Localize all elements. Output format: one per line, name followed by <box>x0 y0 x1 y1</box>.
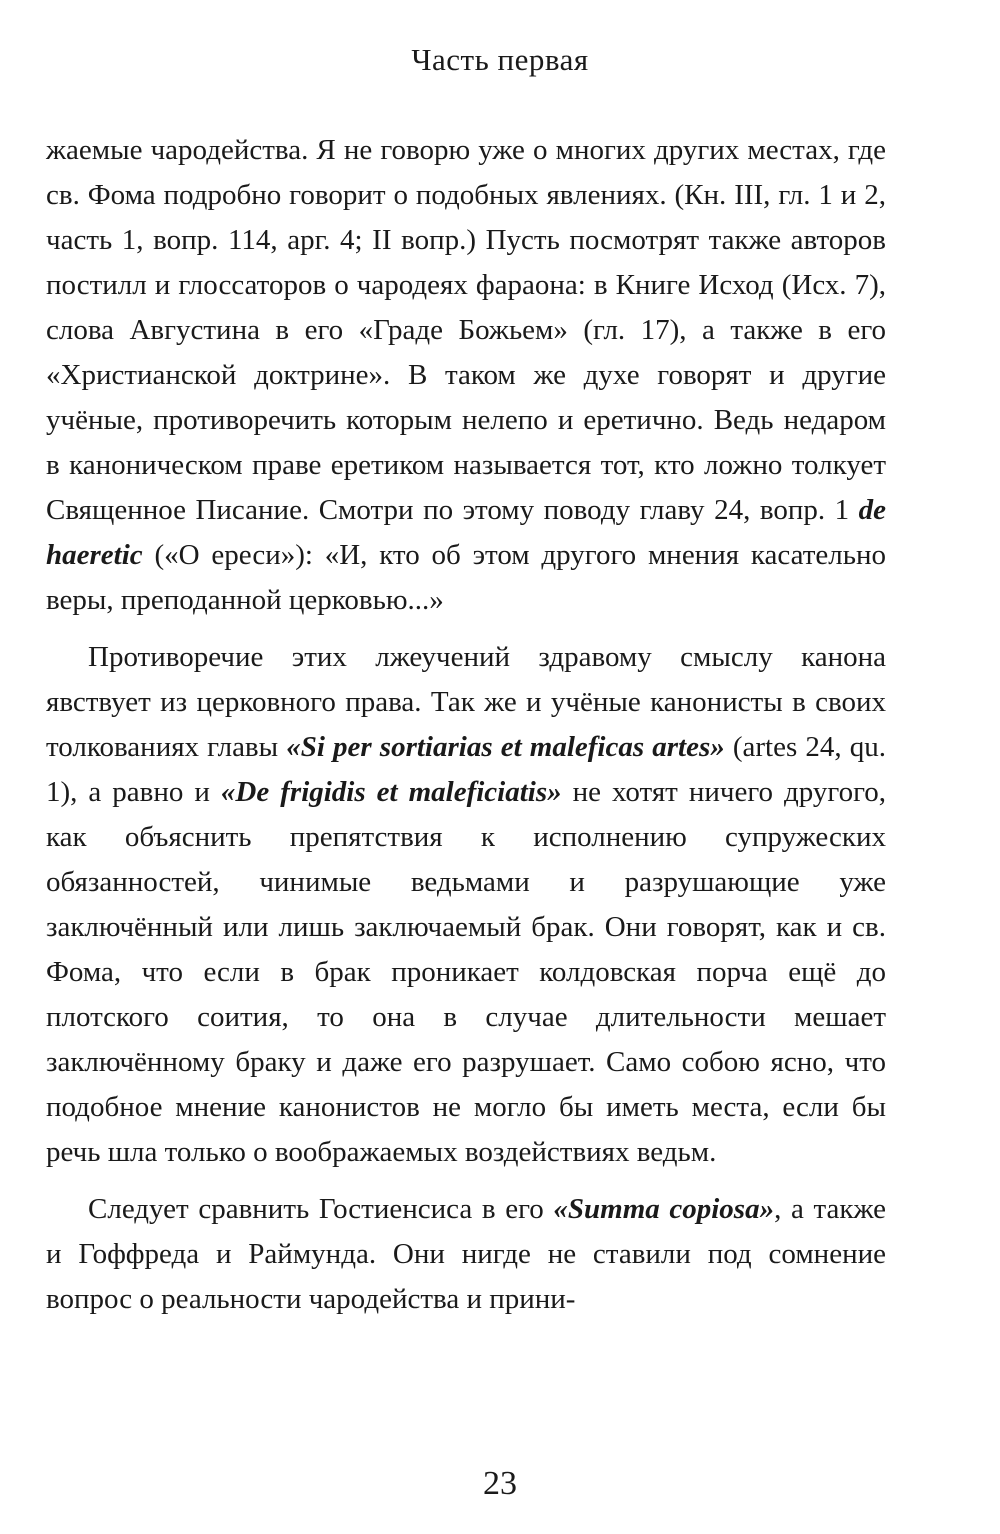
running-title: Часть первая <box>411 42 589 77</box>
body-text <box>46 128 886 1322</box>
text-run: («О ереси»): «И, кто об этом другого мнения касательно веры, преподанной церковью...» <box>46 539 886 616</box>
text-run: Следует сравнить Гостиенсиса в его <box>88 1193 554 1225</box>
text-run: , а также и Гоффреда и Раймунда. Они нигде не ставили под сомнение вопрос о реальности чародейства и прини- <box>46 1193 886 1315</box>
latin-term: «Si per sortiarias et maleficas artes» <box>286 731 725 763</box>
text-run: Противоречие этих лжеучений здравому смыслу канона явствует из церковного права. Так же и учёные канонисты в своих толкованиях главы <box>46 641 886 763</box>
paragraph-1 <box>46 128 886 623</box>
latin-term: «Summa copiosa» <box>553 1193 775 1225</box>
latin-term: «De frigidis et maleficiatis» <box>220 776 562 808</box>
latin-term: de haeretic <box>46 494 886 571</box>
paragraph-3 <box>46 1187 886 1322</box>
text-run: жаемые чародейства. Я не говорю уже о многих других местах, где св. Фома подробно говорит о подобных явлениях. (Кн. III, гл. 1 и 2, часть 1, вопр. 114, арг. 4; II вопр.) Пусть посмотрят также авторов постилл и глоссаторов о чародеях фараона: в Книге Исход (Исх. 7), слова Августина в его «Граде Божьем» (гл. 17), а также в его «Христианской доктрине». В таком же духе говорят и другие учёные, противоречить которым нелепо и еретично. Ведь недаром в каноническом праве еретиком называется тот, кто ложно толкует Священное Писание. Смотри по этому поводу главу 24, вопр. 1 <box>46 134 886 526</box>
text-run: не хотят ничего другого, как объяснить препятствия к исполнению супружеских обязанностей, чинимые ведьмами и разрушающие уже заключённый или лишь заключаемый брак. Они говорят, как и св. Фома, что если в брак проникает колдовская порча ещё до плотского соития, то она в случае длительности мешает заключённому браку и даже его разрушает. Само собою ясно, что подобное мнение канонистов не могло бы иметь места, если бы речь шла только о воображаемых воздействиях ведьм. <box>46 776 887 1168</box>
text-run: (artes 24, qu. 1), а равно и <box>46 731 886 808</box>
page-number: 23 <box>483 1465 517 1502</box>
paragraph-2 <box>46 635 886 1175</box>
